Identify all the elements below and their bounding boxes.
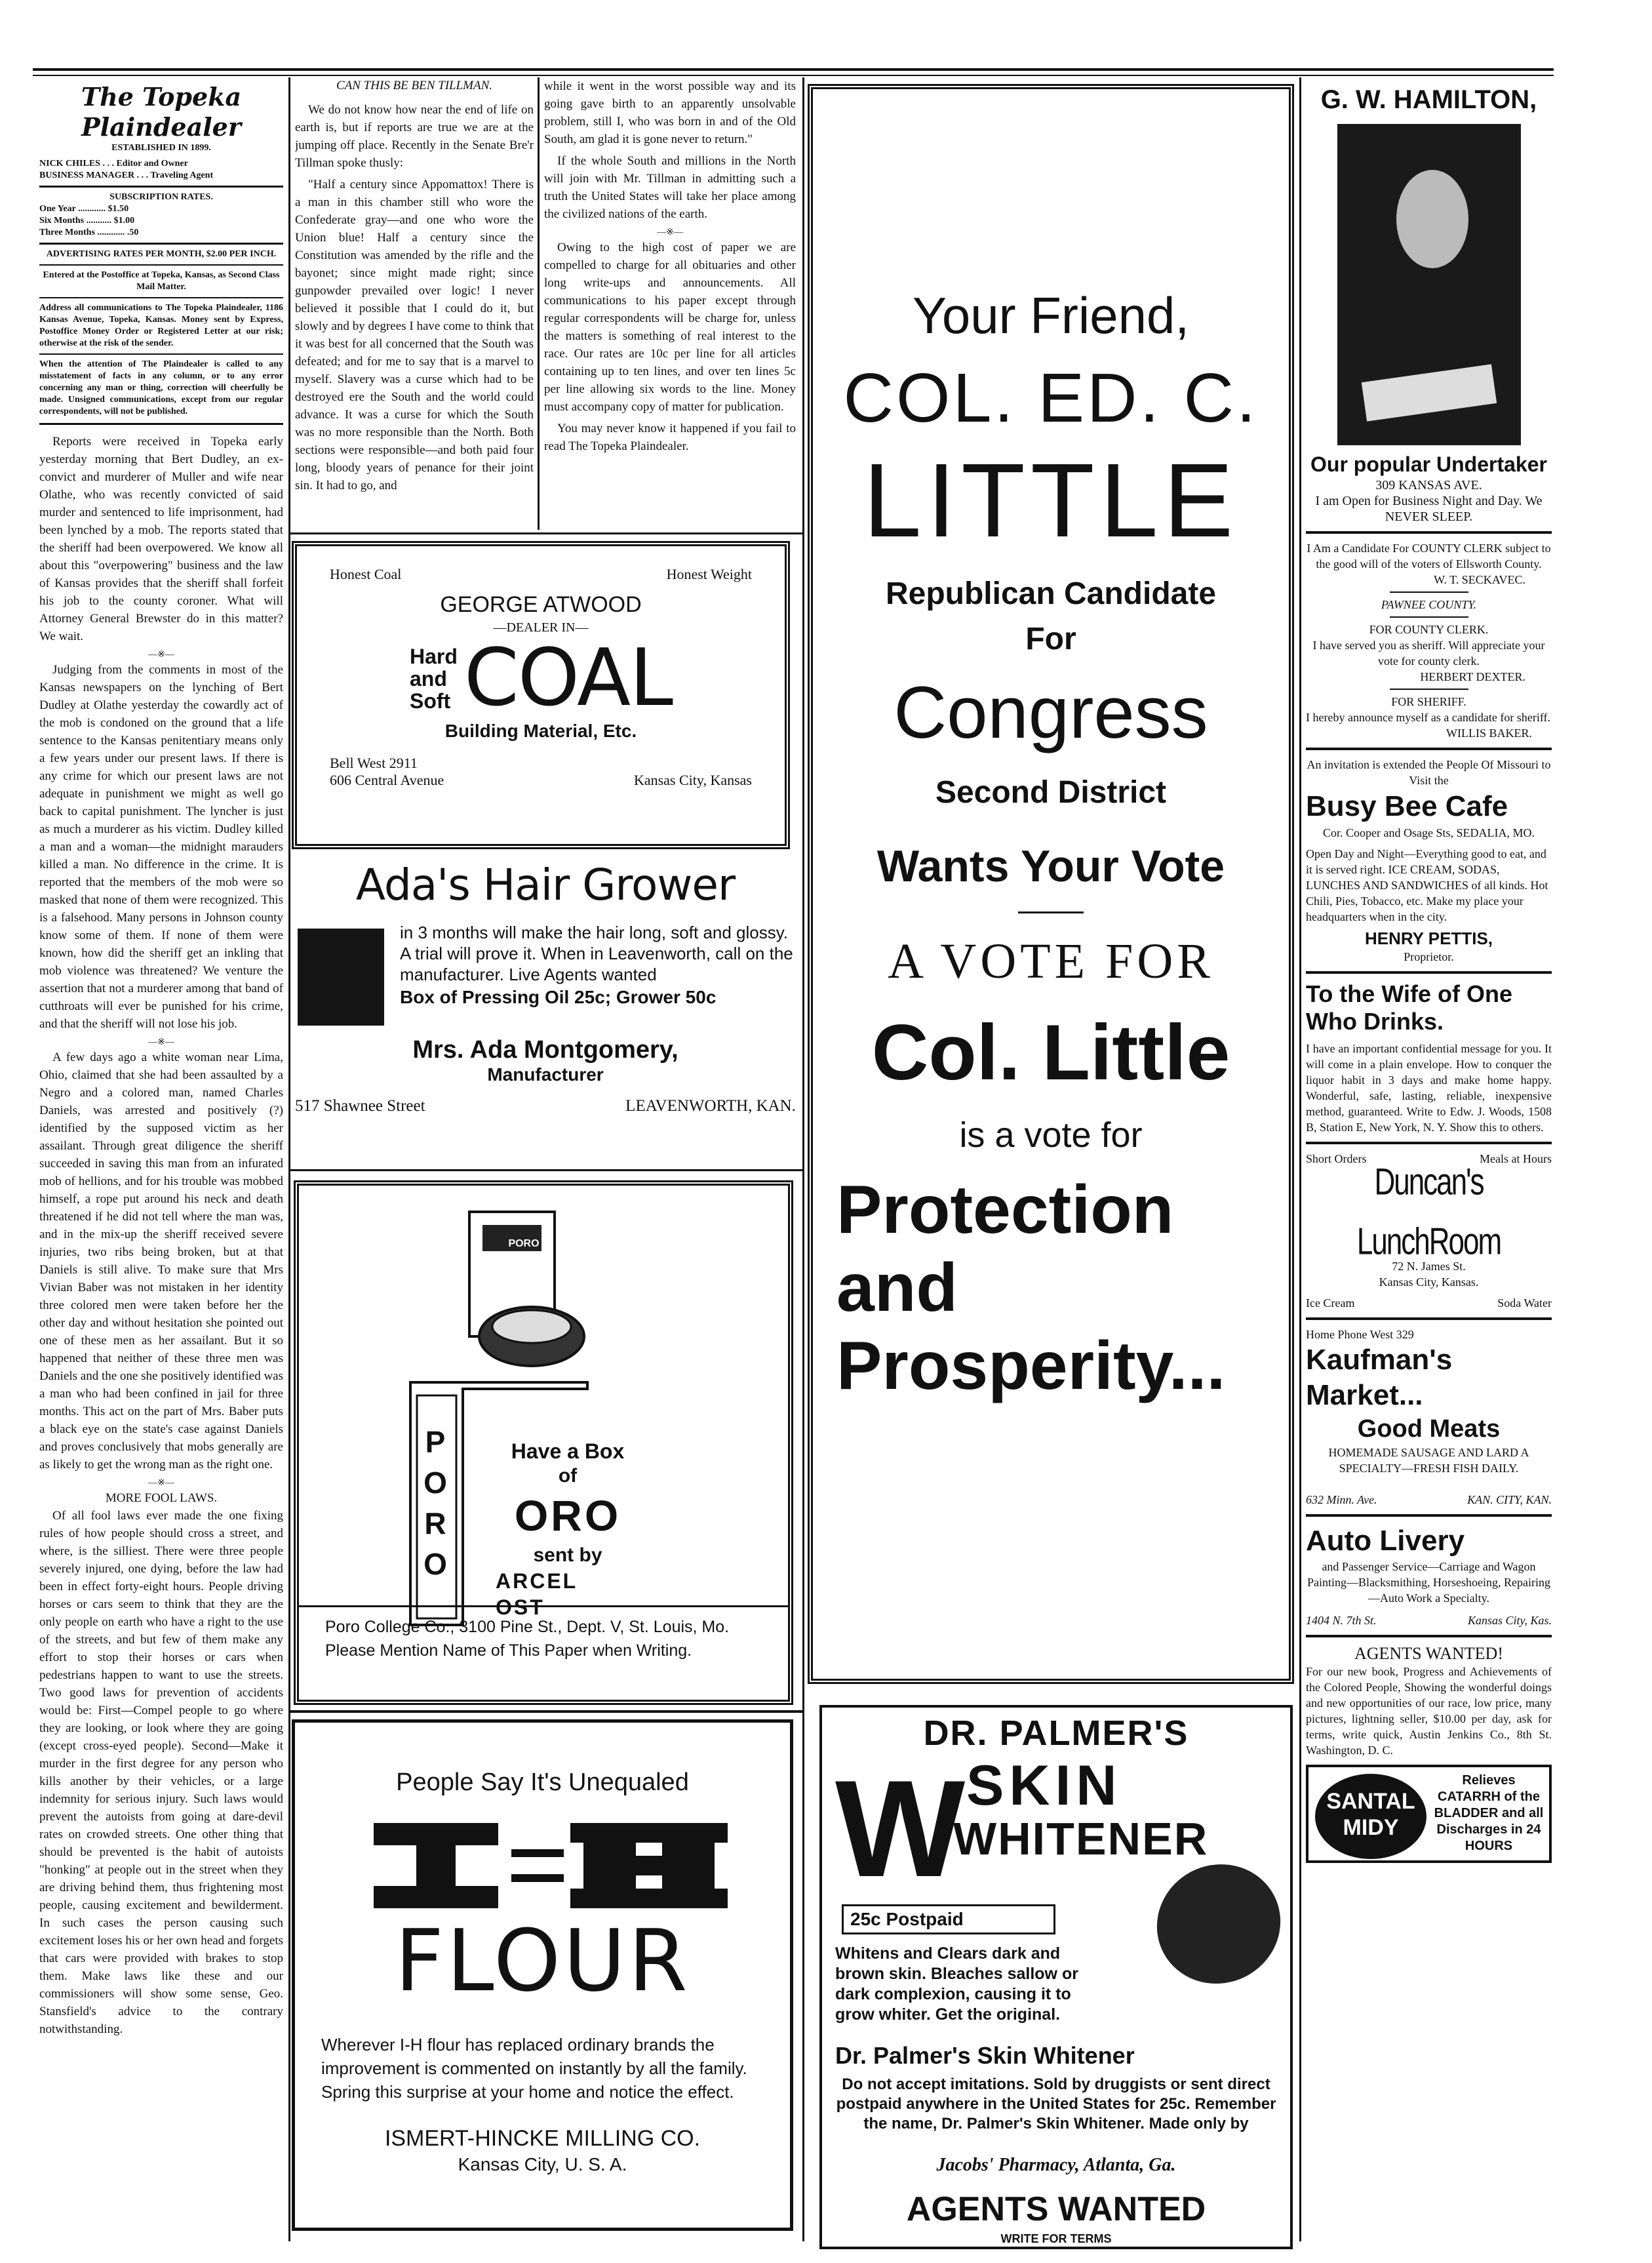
coal-dealer-name: GEORGE ATWOOD	[440, 592, 642, 617]
pawnee-county: PAWNEE COUNTY.	[1381, 598, 1477, 611]
masthead-title: The Topeka Plaindealer	[81, 82, 242, 142]
busybee-owner: HENRY PETTIS,	[1364, 929, 1493, 948]
undertaker-address: 309 KANSAS AVE.	[1375, 478, 1482, 492]
kaufman-text: HOMEMADE SAUSAGE AND LARD A SPECIALTY—FRESH FISH DAILY.	[1328, 1446, 1529, 1475]
article-lima: A few days ago a white woman near Lima, Ohio, claimed that she had been assaulted by a Negro and a colored man, named Charles Daniels, was arrested and positively (?) identified by the supposed victim as her assailant. Through great diligence the sheriff succeeded in saving this man from an infurated mob of hellions, and for his trouble was mobbed himself, a rope put around his neck and death threatened if he did not tell where the man was, and in the mix-up the sheriff received severe injuries, two ribs being broken, but at that Daniels is still alive. To make sure that Mrs Vivian Baber was not mistaken in her identity three colored men were taken before her the other day and without hesitation she pointed out one of these men as her assailant. But it so happened that neither of these three men was Daniels and the one she positively identified was a man who had been confined in jail for three months. This act on the part of Mrs. Baber puts a black eye on the state's case against Daniels and proves conclusively that mobs generally are as likely to get the wrong man as the right one.	[39, 1051, 283, 1472]
duncan-city: Kansas City, Kansas.	[1379, 1275, 1479, 1289]
santal-text: Relieves CATARRH of the BLADDER and all Discharges in 24 HOURS	[1434, 1773, 1544, 1853]
article-tillman-2: "Half a century since Appomattox! There is a man in this chamber still who wore the Confederate gray—and one who wore the Union blue! Half a century since the Constitution was amended by the rifle and the bayonet; since might made right; since gunpowder prevailed over logic! I never believed it possible that I could do it, but slowly and by degrees I have come to think that it was best for all concerned that the South was defeated; and for me to say that is a marvel to myself. Slavery was a curse which had to be destroyed ere the South and the world could advance. It was a curse for which the South was no more responsible than the North. Both sections were responsible—and both paid four long, bloody years of penance for their joint sin. It had to go, and	[295, 178, 534, 492]
column-5	[1306, 82, 1552, 2246]
little-col-little: Col. Little	[871, 1009, 1230, 1096]
busybee-title: Busy Bee Cafe	[1306, 790, 1508, 822]
rate-3: Three Months ............ .50	[39, 228, 139, 237]
palmer-agents: AGENTS WANTED	[906, 2190, 1206, 2228]
coal-city: Kansas City, Kansas	[633, 772, 752, 788]
hair-price: Box of Pressing Oil 25c; Grower 50c	[400, 987, 717, 1007]
ad-santal	[1306, 1765, 1552, 1863]
correction-notice: When the attention of The Plaindealer is called to any misstatement of facts in any column, or to any error concerning any man or thing, correction will cheerfully be made. Unsigned communications, except from our regular correspondents, will not be published.	[39, 359, 283, 416]
coal-word: COAL	[463, 633, 672, 724]
coal-phone: Bell West 2911	[330, 755, 418, 771]
rule-below-hair	[288, 1169, 802, 1171]
address-notice: Address all communications to The Topeka Plaindealer, 1186 Kansas Avenue, Topeka, Kansas. Money sent by Express, Postoffice Money Order or Registered Letter at our risk; otherwise at the risk of the sender.	[39, 303, 283, 348]
palmer-skin: SKIN	[966, 1754, 1122, 1817]
little-name: LITTLE	[863, 441, 1239, 559]
ih-logo-icon	[295, 1816, 790, 1915]
poro-post: OST	[496, 1595, 545, 1619]
poro-of: of	[558, 1465, 578, 1487]
coal-and: and	[410, 667, 447, 691]
ad-poro	[294, 1180, 793, 1705]
ad-palmer	[819, 1705, 1293, 2249]
palmer-jar-icon	[1137, 1844, 1293, 2003]
little-is-vote-for: is a vote for	[959, 1115, 1143, 1155]
poro-oro: ORO	[514, 1491, 621, 1540]
article-tillman-4: If the whole South and millions in the North will join with Mr. Tillman in admitting such a truth the United States will take her place among the civilized nations of the earth.	[544, 154, 796, 221]
flour-logo-text	[295, 1816, 296, 1817]
sheriff-head: FOR SHERIFF.	[1391, 695, 1466, 708]
coal-street: 606 Central Avenue	[330, 772, 444, 788]
poro-sent-by: sent by	[533, 1544, 602, 1566]
subscription-header: SUBSCRIPTION RATES.	[109, 192, 213, 202]
rate-1: One Year ............ $1.50	[39, 204, 129, 214]
little-a-vote-for: A VOTE FOR	[888, 934, 1214, 989]
column-rule-4	[1299, 77, 1301, 2241]
ad-flour	[292, 1719, 793, 2231]
hair-text: in 3 months will make the hair long, soft and glossy. A trial will prove it. When in Leavenworth, call on the manufacturer. Live Agents wanted	[400, 923, 793, 984]
clerk-2-name: HERBERT DEXTER.	[1420, 670, 1525, 683]
busybee-role: Proprietor.	[1404, 950, 1454, 963]
ad-col-little	[808, 84, 1294, 1684]
kaufman-title: Kaufman's Market...	[1306, 1344, 1453, 1411]
flour-company: ISMERT-HINCKE MILLING CO.	[384, 2126, 701, 2151]
hamilton-name: G. W. HAMILTON,	[1320, 85, 1537, 114]
article-tillman-1: We do not know how near the end of life on earth is, but if reports are true we are at the jumping off place. Recently in the Senate Bre'r Tillman spoke thusly:	[295, 103, 534, 170]
clerk-2-head: FOR COUNTY CLERK.	[1369, 623, 1489, 636]
palmer-whitens: Whitens and Clears dark and brown skin. Bleaches sallow or dark complexion, causing it to grow whiter. Get the original.	[835, 1944, 1078, 2024]
top-rule	[33, 68, 1554, 71]
busybee-invite: An invitation is extended the People Of Missouri to Visit the	[1307, 758, 1551, 787]
kaufman-address: 632 Minn. Ave.	[1306, 1493, 1377, 1506]
little-rep-candidate: Republican Candidate	[885, 576, 1217, 611]
santal-logo: SANTAL MIDY	[1315, 1774, 1426, 1859]
little-and: and	[836, 1250, 958, 1326]
duncan-meals: Meals at Hours	[1480, 1152, 1552, 1165]
palmer-warning: Do not accept imitations. Sold by druggists or sent direct postpaid anywhere in the United States for 25c. Remember the name, Dr. Palmer's Skin Whitener. Made only by	[836, 2075, 1276, 2133]
little-prosperity: Prosperity...	[836, 1328, 1226, 1404]
hair-maker-name: Mrs. Ada Montgomery,	[412, 1036, 678, 1064]
little-col-ed-c: COL. ED. C.	[843, 359, 1259, 437]
undertaker-title: Our popular Undertaker	[1310, 452, 1547, 476]
flour-logo	[295, 1816, 790, 1915]
little-congress: Congress	[894, 671, 1208, 753]
article-paper-cost: Owing to the high cost of paper we are compelled to charge for all obituaries and other long write-ups and announcements. All communications to his paper except through regular correspondents will be charge for, unless the matters is something of real interest to the race. Our rates are 10c per line for all articles containing up to ten lines, and over ten lines 5c per line allowing six words to the line. Money must accompany copy of matter for publication.	[544, 241, 796, 414]
duncan-address: 72 N. James St.	[1392, 1260, 1466, 1273]
palmer-name: Dr. Palmer's Skin Whitener	[835, 2042, 1135, 2069]
little-protection: Protection	[836, 1172, 1174, 1248]
little-your-friend: Your Friend,	[912, 287, 1190, 344]
clerk-1-name: W. T. SECKAVEC.	[1434, 573, 1525, 586]
heading-fool-laws: MORE FOOL LAWS.	[105, 1491, 218, 1505]
little-for: For	[1025, 622, 1076, 656]
palmer-whitener: WHITENER	[953, 1813, 1209, 1864]
hamilton-portrait	[1337, 124, 1521, 445]
masthead-staff: NICK CHILES . . . Editor and Owner BUSINESS MANAGER . . . Traveling Agent	[39, 159, 214, 180]
palmer-postpaid: 25c Postpaid	[842, 1904, 1055, 1934]
kaufman-phone: Home Phone West 329	[1306, 1328, 1414, 1341]
article-read-plaindealer: You may never know it happened if you fail to read The Topeka Plaindealer.	[544, 422, 796, 453]
ad-coal	[292, 541, 790, 849]
article-dudley-1: Reports were received in Topeka early yesterday morning that Bert Dudley, an ex-convict and murderer of Muller and wife near Olathe, who was recently convicted of said murder and sentenced to life imprisonment, had been lynched by a mob. The reports stated that the sheriff had been overpowered. We know all about this "overpowering" business and the law of Kansas provides that the sheriff shall forfeit his job to the county coroner. What will Attorney General Brewster do in this matter? We wait.	[39, 435, 283, 643]
flour-say: People Say It's Unequaled	[396, 1769, 689, 1796]
duncan-title: Duncan's LunchRoom	[1356, 1161, 1501, 1263]
auto-livery-city: Kansas City, Kas.	[1467, 1614, 1552, 1627]
rule-above-flour	[288, 1710, 802, 1713]
clerk-1-text: I Am a Candidate For COUNTY CLERK subject to the good will of the voters of Ellsworth County.	[1307, 542, 1551, 571]
poro-vertical: PORO	[423, 1425, 447, 1581]
sheriff-name: WILLIS BAKER.	[1446, 727, 1532, 740]
auto-livery-title: Auto Livery	[1306, 1525, 1465, 1557]
kaufman-meats: Good Meats	[1357, 1415, 1501, 1443]
coal-dealer-in: —DEALER IN—	[493, 620, 589, 635]
entered-notice: Entered at the Postoffice at Topeka, Kansas, as Second Class Mail Matter.	[43, 270, 280, 292]
poro-footer: Poro College Co., 3100 Pine St., Dept. V, St. Louis, Mo. Please Mention Name of This Paper when Writing.	[325, 1618, 730, 1660]
article-tillman-3: while it went in the worst possible way and its going gave birth to an apparently unsolvable problem, still I, who was born in and of the Old South, am glad it is gone never to return."	[544, 79, 796, 146]
wife-title: To the Wife of One Who Drinks.	[1306, 980, 1512, 1035]
masthead-established: ESTABLISHED IN 1899.	[111, 143, 211, 153]
top-rule-thin	[33, 75, 1554, 76]
kaufman-city: KAN. CITY, KAN.	[1467, 1493, 1552, 1506]
hair-street: 517 Shawnee Street	[295, 1097, 425, 1115]
auto-livery-address: 1404 N. 7th St.	[1306, 1614, 1377, 1627]
busybee-address: Cor. Cooper and Osage Sts, SEDALIA, MO.	[1323, 826, 1535, 839]
duncan-ice-cream: Ice Cream	[1306, 1296, 1355, 1310]
duncan-short-orders: Short Orders	[1306, 1152, 1367, 1165]
palmer-dr: DR. PALMER'S	[923, 1713, 1189, 1753]
coal-soft: Soft	[410, 689, 451, 713]
flour-word: FLOUR	[395, 1911, 690, 2011]
hair-title: Ada's Hair Grower	[355, 860, 736, 910]
undertaker-text: I am Open for Business Night and Day. We NEVER SLEEP.	[1315, 494, 1543, 524]
advertising-rates: ADVERTISING RATES PER MONTH, $2.00 PER INCH.	[46, 249, 277, 259]
hair-city: LEAVENWORTH, KAN.	[625, 1097, 796, 1115]
column-2-text	[295, 77, 534, 530]
poro-have: Have a Box	[511, 1439, 625, 1463]
wife-text: I have an important confidential message for you. It will come in a plain envelope. How to conquer the liquor habit in 3 days and make home happy. Wonderful, safe, lasting, reliable, inexpensive method, guaranteed. Write to Edw. J. Woods, 1508 B, Station E, New York, N. Y. Show this to others.	[1306, 1042, 1552, 1134]
column-rule-3	[802, 77, 804, 2241]
ad-hair-grower	[288, 859, 802, 1167]
hair-photo	[298, 929, 384, 1026]
coal-hard: Hard	[410, 645, 458, 668]
column-1: The Topeka Plaindealer ESTABLISHED IN 1899. NICK CHILES . . . Editor and Owner BUSINESS MANAGER . . . Traveling Agent SUBSCRIPTION RATES. One Year ............ $1.50 Six Months ........... $1.00 Three Months ............ .50 ADVERTISING RATES PER MONTH, $2.00 PER INCH. Entered at the Postoffice at Topeka, Kansas, as Second Class Mail Matter. Address all communications to The Topeka Plaindealer, 1186 Kansas Avenue, Topeka, Kansas. Money sent by Express, Postoffice Money Order or Registered Letter at our risk; otherwise at the risk of the sender. When the attention of The Plaindealer is called to any misstatement of facts in any column, or to any error concerning any man or thing, correction will cheerfully be made. Unsigned communications, except from our regular correspondents, will not be published. Reports were received in Topeka early yesterday morning that Bert Dudley, an ex-convict and murderer of Muller and wife near Olathe, who was recently convicted of said murder and sentenced to life imprisonment, had been lynched by a mob. The reports stated that the sheriff had been overpowered. We know all about this "overpowering" business and the law of Kansas provides that the sheriff shall forfeit his job to the county coroner. What will Attorney General Brewster do in this matter? We wait. —※— Judging from the comments in most of the Kansas newspapers on the lynching of Bert Dudley at Olathe yesterday the cowardly act of the mob is condoned on the ground that a life sentence to the Kansas penitentiary means only a few years under our present laws. If there is any crime for which our present laws are not adequate in punishment we might as well go back to capital punishment. The lyncher is just as much a murderer as his victim. Dudley killed a man and a woman—the midnight marauders killed a man. No difference in the crime. It is reported that the members of the mob were so masked that none of them were recognized. This is a falsehood. Many persons in Johnson county know some of them. If none of them were known, how did the sheriff get an inkling that mob violence was threatened? We venture the assertion that not a murderer among that band of cutthroats will ever be punished for his crime, and that the sheriff will not lose his job. —※— A few days ago a white woman near Lima, Ohio, claimed that she had been assaulted by a Negro and a colored man, named Charles Daniels, was arrested and positively (?) identified by the supposed victim as her assailant. Through great diligence the sheriff succeeded in saving this man from an infurated mob of hellions, and for his trouble was mobbed himself, a rope put around his neck and death threatened if he did not tell where the man was, and in the mix-up the sheriff received severe injuries, two ribs being broken, but at that Daniels is still alive. To make sure that Mrs Vivian Baber was not mistaken in her identity three colored men were taken before her the other day and without hesitation she pointed out one of these men as her assailant. But it so happened that neither of these three men was Daniels and the one she positively identified was a man who had been confined in jail for three months. This act on the part of Mrs. Baber puts a black eye on the state's case against Daniels and proves conclusively that mobs generally are as likely to get the wrong man as the right one. —※— MORE FOOL LAWS. Of all fool laws ever made the one fixing rules of how people should cross a street, and where, is the silliest. There were three people severely injured, one dying, before the law had been in effect forty-eight hours. People driving horses or cars seem to think that they are the only people on earth who have a right to the use of the streets, and but few of them make any effort to stop their horses or cars when pedestrians happen to want to use the streets. Two good laws for prevention of accidents would be: First—Compel people to go where they are looking, or look where they are going (except cross-eyed people). Second—Make it murder in the first degree for any person who kills another by their vehicles, or a large indemnity for serious injury. Such laws would prevent the autoists from going at dare-devil rates on crowded streets. One other thing that should be prevented is the habit of autoists "honking" at people out in the street when they are driving behind them, thus frightening most people, causing excitement and bewilderment. In such cases the person causing such excitement loses his or her own head and forgets that cars were provided with brakes to stop them. Make laws like these and our commissioners will show some sense, Geo. Stansfield's advice to the contrary notwithstanding.	[39, 82, 283, 2246]
article-fool-laws: Of all fool laws ever made the one fixing rules of how people should cross a street, and where, is the silliest. There were three people severely injured, one dying, before the law had been in effect forty-eight hours. People driving horses or cars seem to think that they are the only people on earth who have a right to the use of the streets, and but few of them make any effort to stop their horses or cars when pedestrians happen to want to use the streets. Two good laws for prevention of accidents would be: First—Compel people to go where they are looking, or look where they are going (except cross-eyed people). Second—Make it murder in the first degree for any person who kills another by their vehicles, or a large indemnity for serious injury. Such laws would prevent the autoists from going at dare-devil rates on crowded streets. One other thing that should be prevented is the habit of autoists "honking" at people out in the street when they are driving behind them, thus frightening most people, causing excitement and bewilderment. In such cases the person causing such excitement loses his or her own head and forgets that cars were provided with brakes to stop them. Make laws like these and our commissioners will show some sense, Geo. Stansfield's advice to the contrary notwithstanding.	[39, 1509, 283, 2036]
palmer-sub: WRITE FOR TERMS	[1000, 2232, 1112, 2245]
poro-parcel: ARCEL	[496, 1569, 578, 1593]
palmer-maker: Jacobs' Pharmacy, Atlanta, Ga.	[936, 2155, 1176, 2175]
rate-2: Six Months ........... $1.00	[39, 216, 135, 226]
column-3-text: while it went in the worst possible way and its going gave birth to an apparently unsolvable problem, still I, who was born in and of the Old South, am glad it is gone never to return." If the whole South and millions in the North will join with Mr. Tillman in admitting such a truth the United States will take her place among the civilized nations of the earth. —※— Owing to the high cost of paper we are compelled to charge for all obituaries and other long write-ups and announcements. All communications to his paper except through regular correspondents will be charge for, unless the matters is something of real interest to the race. Our rates are 10c per line for all articles containing up to ten lines, and over ten lines 5c per line allowing six words to the line. Money must accompany copy of matter for publication. You may never know it happened if you fail to read The Topeka Plaindealer.	[544, 77, 796, 530]
duncan-soda: Soda Water	[1497, 1296, 1552, 1310]
flour-text: Wherever I-H flour has replaced ordinary brands the improvement is commented on instantly by all the family. Spring this surprise at your home and notice the effect.	[321, 2035, 747, 2102]
hair-maker-role: Manufacturer	[487, 1064, 604, 1085]
poro-box-label: PORO	[508, 1238, 540, 1249]
flour-city: Kansas City, U. S. A.	[458, 2154, 627, 2174]
coal-honest-weight: Honest Weight	[666, 566, 752, 582]
palmer-w-icon: W	[835, 1752, 966, 1906]
heading-tillman: CAN THIS BE BEN TILLMAN.	[336, 79, 493, 92]
rule-above-coal	[288, 532, 802, 534]
column-rule-2	[538, 77, 540, 530]
coal-honest-coal: Honest Coal	[330, 566, 402, 582]
sheriff-text: I hereby announce myself as a candidate for sheriff.	[1306, 711, 1551, 724]
clerk-2-text: I have served you as sheriff. Will appreciate your vote for county clerk.	[1312, 639, 1545, 668]
busybee-text: Open Day and Night—Everything good to eat, and it is served right. ICE CREAM, SODAS, LUNCHES AND SANDWICHES of all kinds. Hot Chili, Pies, Tobacco, etc. Make my place your headquarters when in the city.	[1306, 847, 1548, 923]
article-dudley-2: Judging from the comments in most of the Kansas newspapers on the lynching of Bert Dudley at Olathe yesterday the cowardly act of the mob is condoned on the ground that a life sentence to the Kansas penitentiary means only a few years under our present laws. If there is any crime for which our present laws are not adequate in punishment we might as well go back to capital punishment. The lyncher is just as much a murderer as his victim. Dudley killed a man and a woman—the midnight marauders killed a man. No difference in the crime. It is reported that the members of the mob were so masked that none of them were recognized. This is a falsehood. Many persons in Johnson county know some of them. If none of them were known, how did the sheriff get an inkling that mob violence was threatened? We venture the assertion that not a murderer among that band of cutthroats will ever be punished for his crime, and that the sheriff will not lose his job.	[39, 663, 283, 1031]
agents-wanted-text: For our new book, Progress and Achievements of the Colored People, Showing the wonderful doings and new opportunities of our race, low price, many pictures, lightning seller, $10.00 per day, ask for terms, write quick, Austin Jenkins Co., 8th St. Washington, D. C.	[1306, 1665, 1552, 1757]
coal-material: Building Material, Etc.	[444, 721, 637, 741]
auto-livery-text: and Passenger Service—Carriage and Wagon Painting—Blacksmithing, Horseshoeing, Repairing—Auto Work a Specialty.	[1307, 1560, 1550, 1605]
agents-wanted-head: AGENTS WANTED!	[1354, 1644, 1503, 1663]
little-wants-vote: Wants Your Vote	[876, 841, 1225, 891]
little-district: Second District	[935, 775, 1167, 810]
